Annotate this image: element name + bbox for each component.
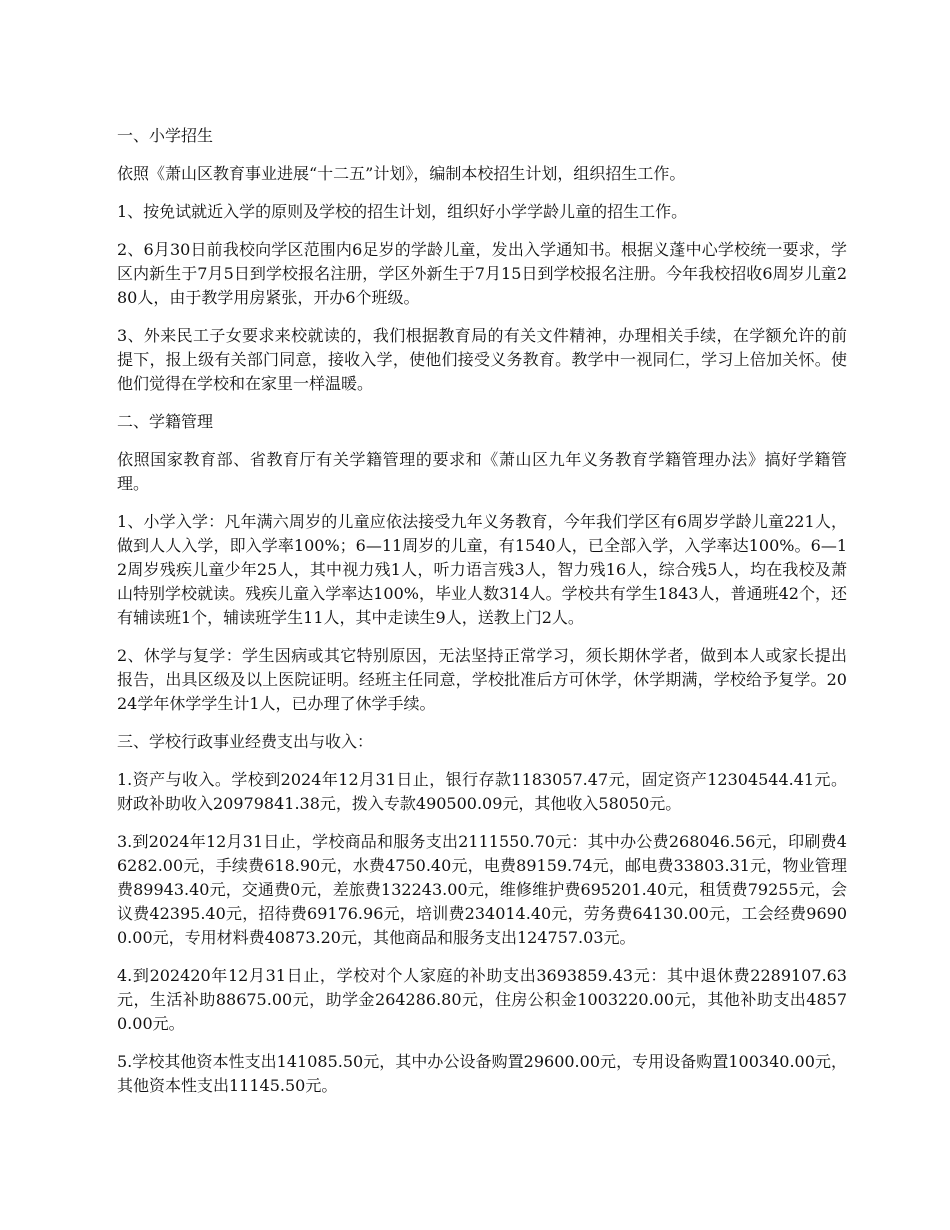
paragraph: 3、外来民工子女要求来校就读的，我们根据教育局的有关文件精神，办理相关手续，在学额允许的前提下，报上级有关部门同意，接收入学，使他们接受义务教育。教学中一视同仁，学习上倍加关怀。使他们觉得在学校和在家里一样温暖。 xyxy=(117,326,847,393)
section-heading: 三、学校行政事业经费支出与收入： xyxy=(117,732,374,751)
section-enrollment xyxy=(117,124,847,396)
paragraph: 1.资产与收入。学校到2024年12月31日止，银行存款1183057.47元，固定资产12304544.41元。财政补助收入20979841.38元，拨入专款490500.09元，其他收入58050元。 xyxy=(117,770,847,813)
paragraph: 4.到202420年12月31日止，学校对个人家庭的补助支出3693859.43元：其中退休费2289107.63元，生活补助88675.00元，助学金264286.80元，住房公积金1003220.00元，其他补助支出48570.00元。 xyxy=(117,966,847,1033)
section-finance xyxy=(117,730,847,1098)
section-heading: 二、学籍管理 xyxy=(117,412,214,431)
paragraph: 依照国家教育部、省教育厅有关学籍管理的要求和《萧山区九年义务教育学籍管理办法》搞好学籍管理。 xyxy=(117,450,847,493)
paragraph: 3.到2024年12月31日止，学校商品和服务支出2111550.70元：其中办公费268046.56元，印刷费46282.00元，手续费618.90元，水费4750.40元，电费89159.74元，邮电费33803.31元，物业管理费89943.40元，交通费0元，差旅费132243.00元，维修维护费695201.40元，租赁费79255元，会议费42395.40元，招待费69176.96元，培训费234014.40元，劳务费64130.00元，工会经费96900.00元，专用材料费40873.20元，其他商品和服务支出124757.03元。 xyxy=(117,832,847,947)
section-student-records xyxy=(117,410,847,716)
paragraph: 1、按免试就近入学的原则及学校的招生计划，组织好小学学龄儿童的招生工作。 xyxy=(117,202,688,221)
document-page xyxy=(117,124,847,1112)
paragraph: 依照《萧山区教育事业进展“十二五”计划》，编制本校招生计划，组织招生工作。 xyxy=(117,164,686,183)
paragraph: 1、小学入学：凡年满六周岁的儿童应依法接受九年义务教育，今年我们学区有6周岁学龄儿童221人，做到人人入学，即入学率100%；6—11周岁的儿童，有1540人，已全部入学，入学率达100%。6—12周岁残疾儿童少年25人，其中视力残1人，听力语言残3人，智力残16人，综合残5人，均在我校及萧山特别学校就读。残疾儿童入学率达100%，毕业人数314人。学校共有学生1843人，普通班42个，还有辅读班1个，辅读班学生11人，其中走读生9人，送教上门2人。 xyxy=(117,512,847,627)
paragraph: 2、休学与复学：学生因病或其它特别原因，无法坚持正常学习，须长期休学者，做到本人或家长提出报告，出具区级及以上医院证明。经班主任同意，学校批准后方可休学，休学期满，学校给予复学。2024学年休学学生计1人，已办理了休学手续。 xyxy=(117,646,847,713)
paragraph: 2、6月30日前我校向学区范围内6足岁的学龄儿童，发出入学通知书。根据义蓬中心学校统一要求，学区内新生于7月5日到学校报名注册，学区外新生于7月15日到学校报名注册。今年我校招收6周岁儿童280人，由于教学用房紧张，开办6个班级。 xyxy=(117,240,847,307)
paragraph: 5.学校其他资本性支出141085.50元，其中办公设备购置29600.00元，专用设备购置100340.00元，其他资本性支出11145.50元。 xyxy=(117,1052,847,1095)
section-heading: 一、小学招生 xyxy=(117,126,214,145)
